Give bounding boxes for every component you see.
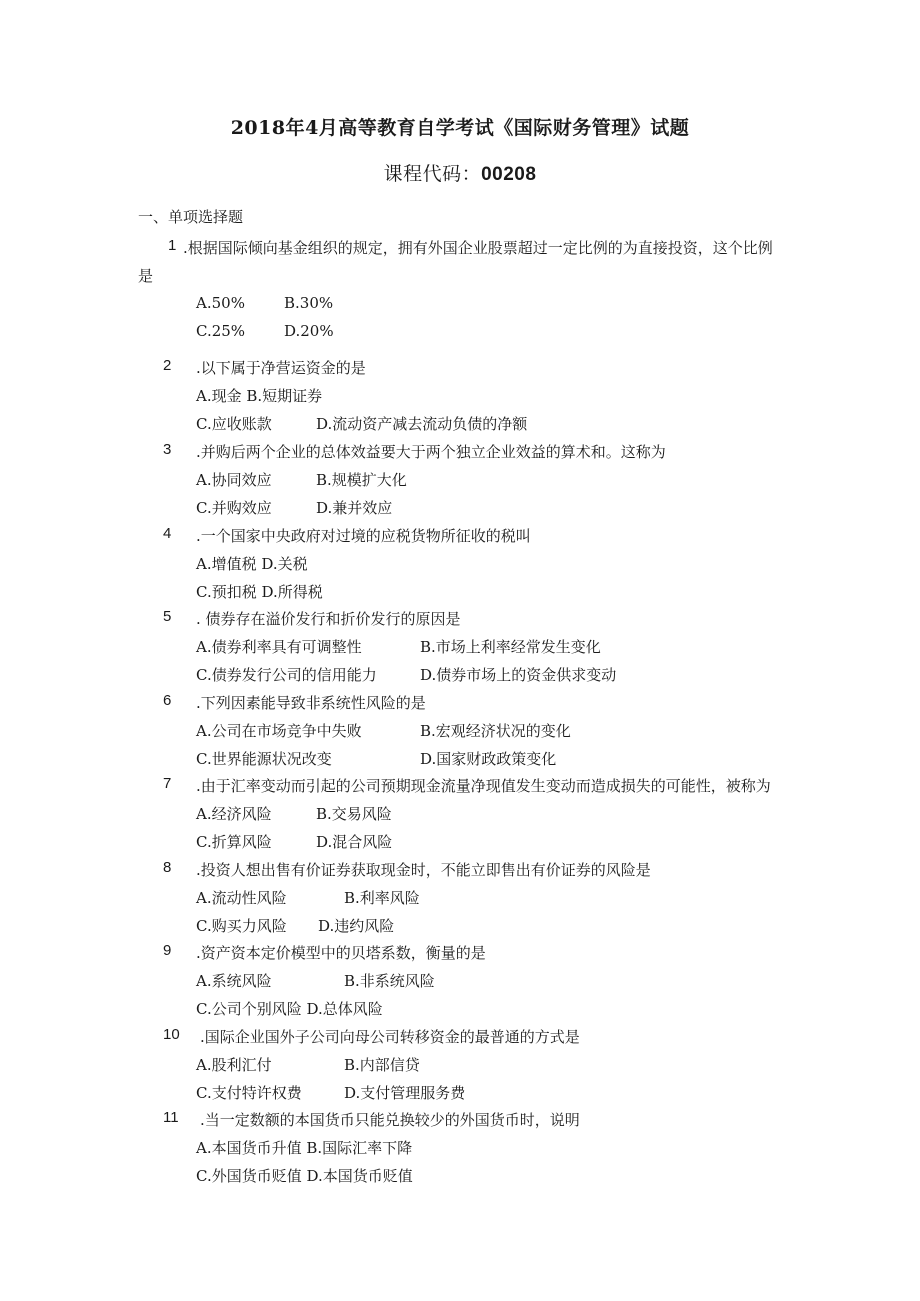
option: A.50% [196,294,245,312]
option: C.预扣税 D.所得税 [196,583,323,601]
option: B.宏观经济状况的变化 [420,722,571,740]
option: D.流动资产减去流动负债的净额 [316,415,528,433]
question-text: .一个国家中央政府对过境的应税货物所征收的税叫 [196,527,531,545]
option: C.支付特许权费 [196,1084,302,1102]
option: D.兼并效应 [316,499,393,517]
question-number: 8 [163,859,172,876]
page-title: 2018年4月高等教育自学考试《国际财务管理》试题 [230,117,690,139]
option: A.协同效应 [196,471,272,489]
question-text: .下列因素能导致非系统性风险的是 [196,694,426,712]
option: A.股利汇付 [196,1056,272,1074]
option: D.混合风险 [316,833,393,851]
question-number: 1 [168,237,177,254]
option: B.市场上利率经常发生变化 [420,638,601,656]
question-text: .并购后两个企业的总体效益要大于两个独立企业效益的算术和。这称为 [196,443,666,461]
option: B.利率风险 [344,889,420,907]
question-number: 5 [163,608,172,625]
question-text: .由于汇率变动而引起的公司预期现金流量净现值发生变动而造成损失的可能性，被称为 [196,777,771,795]
option: B.交易风险 [316,805,392,823]
option: A.本国货币升值 B.国际汇率下降 [196,1139,413,1157]
section-heading: 一、单项选择题 [138,208,244,226]
option: C.公司个别风险 D.总体风险 [196,1000,383,1018]
question-number: 7 [163,775,172,792]
course-code-value: 00208 [481,164,537,185]
course-code [0,159,920,186]
option: C.外国货币贬值 D.本国货币贬值 [196,1167,413,1185]
question-text: .以下属于净营运资金的是 [196,359,366,377]
option: D.支付管理服务费 [344,1084,466,1102]
option: C.应收账款 [196,415,272,433]
question-text: .国际企业国外子公司向母公司转移资金的最普通的方式是 [200,1028,580,1046]
option: B.30% [284,294,334,312]
option: D.国家财政政策变化 [420,750,557,768]
option: A.债券利率具有可调整性 [196,638,362,656]
option: A.系统风险 [196,972,272,990]
option: C.25% [196,322,246,340]
option: C.折算风险 [196,833,272,851]
option: B.规模扩大化 [316,471,407,489]
course-code-label: 课程代码： [383,163,482,185]
question-text: .投资人想出售有价证券获取现金时，不能立即售出有价证券的风险是 [196,861,651,879]
option: D.债券市场上的资金供求变动 [420,666,617,684]
question-number: 2 [163,357,172,374]
question-text: . 债券存在溢价发行和折价发行的原因是 [196,610,461,628]
option: A.增值税 D.关税 [196,555,308,573]
option: A.公司在市场竞争中失败 [196,722,362,740]
option: B.非系统风险 [344,972,435,990]
question-number: 4 [163,525,172,542]
option: C.购买力风险 [196,917,287,935]
option: B.内部信贷 [344,1056,420,1074]
question-text: .资产资本定价模型中的贝塔系数，衡量的是 [196,944,486,962]
question-text: .根据国际倾向基金组织的规定，拥有外国企业股票超过一定比例的为直接投资，这个比例 [183,239,773,257]
option: C.并购效应 [196,499,272,517]
option: D.20% [284,322,334,340]
option: A.流动性风险 [196,889,287,907]
question-number: 9 [163,942,172,959]
question-number: 6 [163,692,172,709]
option: A.现金 B.短期证券 [196,387,323,405]
question-number: 11 [163,1109,179,1126]
question-text: .当一定数额的本国货币只能兑换较少的外国货币时，说明 [200,1111,580,1129]
question-text-continued: 是 [138,267,154,285]
option: D.违约风险 [318,917,395,935]
option: A.经济风险 [196,805,272,823]
question-number: 10 [163,1026,180,1043]
option: C.世界能源状况改变 [196,750,332,768]
option: C.债券发行公司的信用能力 [196,666,377,684]
question-number: 3 [163,441,172,458]
